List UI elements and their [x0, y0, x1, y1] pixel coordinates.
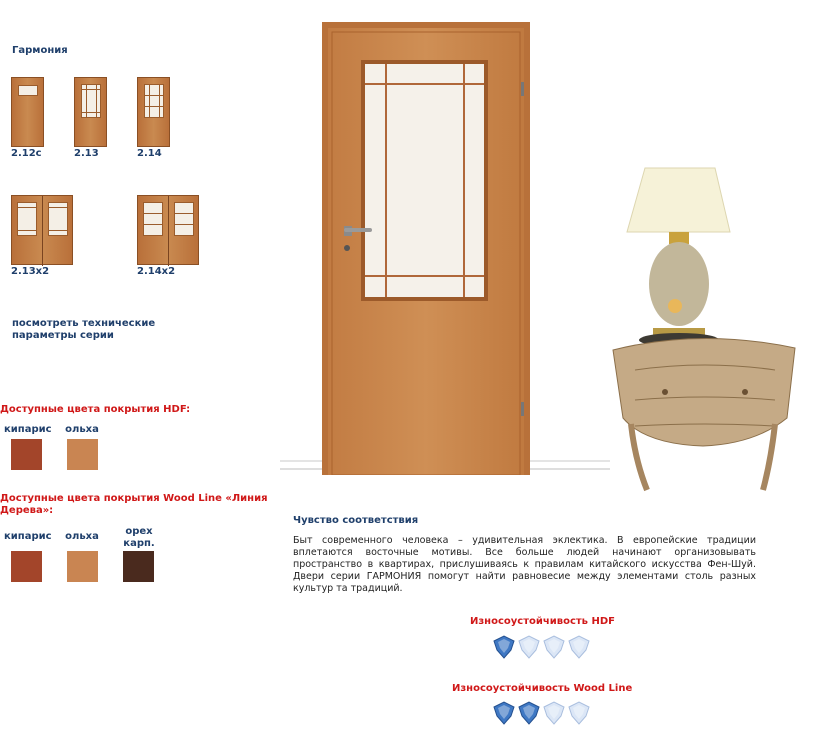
color-swatch-kiparis[interactable]: [11, 439, 42, 470]
door-thumbnail-image: [74, 77, 107, 147]
series-title: Гармония: [12, 45, 68, 56]
door-thumbnail-image: [137, 77, 170, 147]
color-swatch-olkha[interactable]: [67, 551, 98, 582]
swatch-label: орех карп.: [123, 526, 155, 549]
swatch-label: ольха: [65, 531, 99, 542]
wear-woodline-rating: [493, 701, 603, 727]
swatch-label: кипарис: [4, 531, 52, 542]
swatch-label: кипарис: [4, 424, 52, 435]
main-door-image: [322, 22, 530, 475]
wear-hdf-title: Износоустойчивость HDF: [470, 616, 615, 627]
shield-filled-icon: [493, 701, 515, 725]
model-label: 2.13: [74, 148, 99, 159]
woodline-colors-title: Доступные цвета покрытия Wood Line «Линия Дерева»:: [0, 493, 268, 516]
shield-empty-icon: [568, 635, 590, 659]
shield-empty-icon: [543, 635, 565, 659]
double-door-thumbnail-image: [11, 195, 73, 265]
lamp-dresser-image: [605, 160, 805, 495]
door-thumbnail-image: [11, 77, 44, 147]
shield-empty-icon: [543, 701, 565, 725]
color-swatch-olkha[interactable]: [67, 439, 98, 470]
model-label: 2.13х2: [11, 266, 50, 277]
model-label: 2.14: [137, 148, 162, 159]
color-swatch-kiparis[interactable]: [11, 551, 42, 582]
story-text: Быт современного человека – удивительная эклектика. В европейские традиции вплетаются восточные мотивы. Все больше людей начинают организовывать пространство в квартирах, прислушиваясь к правилам китайского искусства Фен-Шуй. Двери серии ГАРМОНИЯ помогут найти равновесие между элементами столь разных культур та традиций.: [293, 535, 756, 594]
shield-filled-icon: [518, 701, 540, 725]
shield-empty-icon: [568, 701, 590, 725]
color-swatch-orekh[interactable]: [123, 551, 154, 582]
wear-hdf-rating: [493, 635, 603, 661]
model-label: 2.14х2: [137, 266, 176, 277]
shield-filled-icon: [493, 635, 515, 659]
double-door-thumbnail-image: [137, 195, 199, 265]
shield-empty-icon: [518, 635, 540, 659]
swatch-label: ольха: [65, 424, 99, 435]
tech-params-link[interactable]: посмотреть технические параметры серии: [12, 318, 156, 341]
model-label: 2.12c: [11, 148, 42, 159]
hdf-colors-title: Доступные цвета покрытия HDF:: [0, 404, 191, 415]
story-title: Чувство соответствия: [293, 515, 419, 526]
wear-woodline-title: Износоустойчивость Wood Line: [452, 683, 633, 694]
